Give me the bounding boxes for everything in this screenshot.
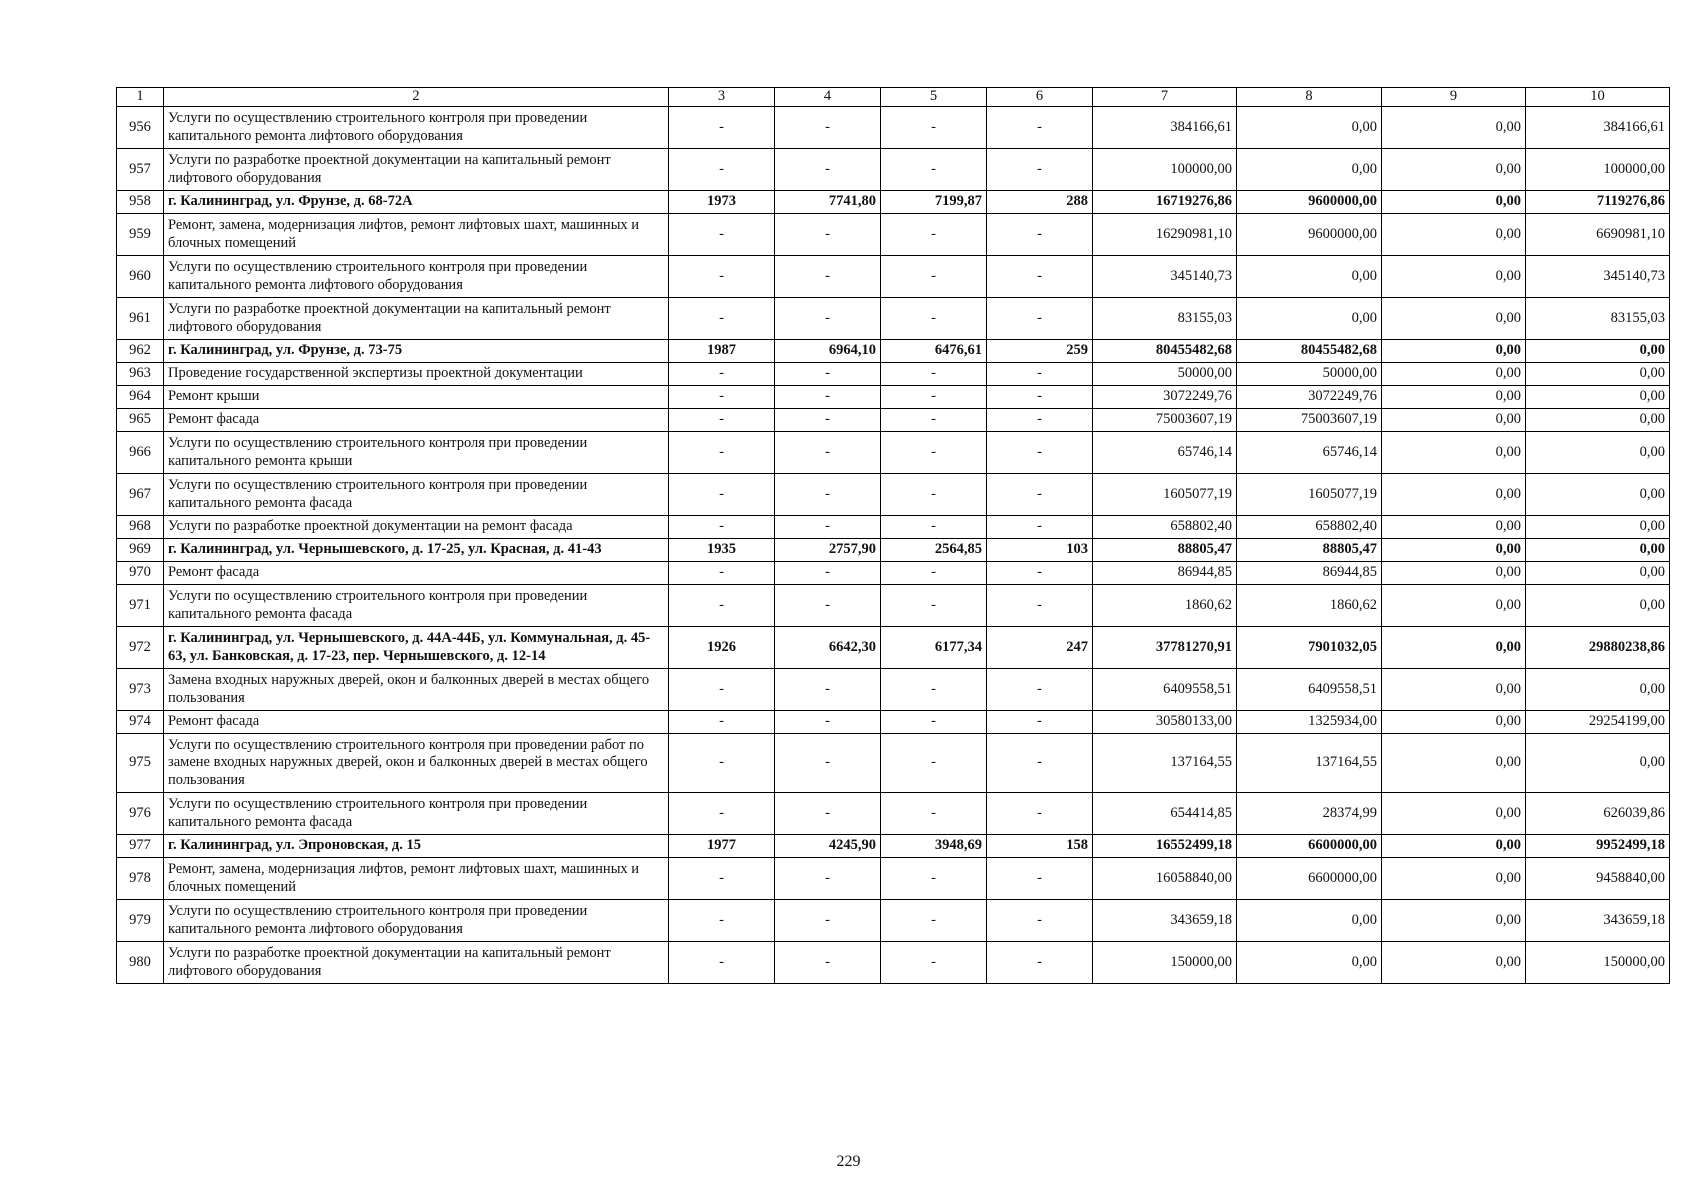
fund-cost: 137164,55 — [1237, 734, 1382, 793]
fund-cost: 0,00 — [1237, 942, 1382, 984]
total-area: - — [775, 734, 881, 793]
residents-count: 103 — [987, 539, 1093, 562]
residential-area: - — [881, 363, 987, 386]
year-built: 1935 — [669, 539, 775, 562]
column-header-1: 1 — [117, 88, 164, 107]
work-item-row — [117, 585, 1670, 627]
fund-cost: 1325934,00 — [1237, 711, 1382, 734]
row-number: 958 — [117, 191, 164, 214]
owner-cost: 0,00 — [1526, 363, 1670, 386]
year-built: - — [669, 214, 775, 256]
fund-cost: 28374,99 — [1237, 793, 1382, 835]
total-area: 4245,90 — [775, 835, 881, 858]
fund-cost: 6600000,00 — [1237, 835, 1382, 858]
row-number: 978 — [117, 858, 164, 900]
work-item-row — [117, 363, 1670, 386]
work-item-row — [117, 516, 1670, 539]
total-cost: 16719276,86 — [1093, 191, 1237, 214]
row-number: 970 — [117, 562, 164, 585]
total-cost: 16552499,18 — [1093, 835, 1237, 858]
owner-cost: 7119276,86 — [1526, 191, 1670, 214]
residential-area: - — [881, 669, 987, 711]
total-cost: 654414,85 — [1093, 793, 1237, 835]
total-cost: 100000,00 — [1093, 149, 1237, 191]
work-description: Услуги по разработке проектной документации на капитальный ремонт лифтового оборудования — [164, 942, 669, 984]
total-area: - — [775, 107, 881, 149]
building-row — [117, 340, 1670, 363]
year-built: - — [669, 734, 775, 793]
residential-area: - — [881, 900, 987, 942]
owner-cost: 0,00 — [1526, 386, 1670, 409]
total-area: - — [775, 214, 881, 256]
residents-count: - — [987, 363, 1093, 386]
other-cost: 0,00 — [1382, 858, 1526, 900]
column-header-10: 10 — [1526, 88, 1670, 107]
total-cost: 3072249,76 — [1093, 386, 1237, 409]
other-cost: 0,00 — [1382, 409, 1526, 432]
work-description: Услуги по разработке проектной документации на капитальный ремонт лифтового оборудования — [164, 298, 669, 340]
residential-area: - — [881, 562, 987, 585]
year-built: - — [669, 585, 775, 627]
capital-repair-table — [116, 87, 1670, 984]
fund-cost: 658802,40 — [1237, 516, 1382, 539]
row-number: 976 — [117, 793, 164, 835]
owner-cost: 29254199,00 — [1526, 711, 1670, 734]
residential-area: - — [881, 256, 987, 298]
residents-count: - — [987, 432, 1093, 474]
row-number: 974 — [117, 711, 164, 734]
total-cost: 86944,85 — [1093, 562, 1237, 585]
residential-area: - — [881, 474, 987, 516]
fund-cost: 6409558,51 — [1237, 669, 1382, 711]
owner-cost: 0,00 — [1526, 562, 1670, 585]
fund-cost: 75003607,19 — [1237, 409, 1382, 432]
row-number: 956 — [117, 107, 164, 149]
fund-cost: 6600000,00 — [1237, 858, 1382, 900]
work-description: Услуги по разработке проектной документации на ремонт фасада — [164, 516, 669, 539]
column-header-5: 5 — [881, 88, 987, 107]
year-built: - — [669, 386, 775, 409]
year-built: - — [669, 149, 775, 191]
total-cost: 384166,61 — [1093, 107, 1237, 149]
fund-cost: 0,00 — [1237, 256, 1382, 298]
other-cost: 0,00 — [1382, 793, 1526, 835]
work-description: Ремонт фасада — [164, 711, 669, 734]
row-number: 968 — [117, 516, 164, 539]
total-cost: 16290981,10 — [1093, 214, 1237, 256]
fund-cost: 0,00 — [1237, 298, 1382, 340]
owner-cost: 6690981,10 — [1526, 214, 1670, 256]
residential-area: - — [881, 858, 987, 900]
total-cost: 80455482,68 — [1093, 340, 1237, 363]
total-area: - — [775, 363, 881, 386]
year-built: - — [669, 107, 775, 149]
work-item-row — [117, 562, 1670, 585]
total-cost: 658802,40 — [1093, 516, 1237, 539]
residential-area: - — [881, 942, 987, 984]
total-cost: 83155,03 — [1093, 298, 1237, 340]
fund-cost: 0,00 — [1237, 900, 1382, 942]
residential-area: - — [881, 298, 987, 340]
other-cost: 0,00 — [1382, 340, 1526, 363]
total-cost: 65746,14 — [1093, 432, 1237, 474]
residents-count: - — [987, 734, 1093, 793]
work-description: Проведение государственной экспертизы проектной документации — [164, 363, 669, 386]
owner-cost: 345140,73 — [1526, 256, 1670, 298]
fund-cost: 3072249,76 — [1237, 386, 1382, 409]
total-area: - — [775, 386, 881, 409]
work-description: Ремонт фасада — [164, 562, 669, 585]
year-built: - — [669, 363, 775, 386]
total-cost: 137164,55 — [1093, 734, 1237, 793]
residents-count: - — [987, 214, 1093, 256]
work-description: г. Калининград, ул. Фрунзе, д. 73-75 — [164, 340, 669, 363]
column-header-3: 3 — [669, 88, 775, 107]
work-item-row — [117, 474, 1670, 516]
total-area: - — [775, 432, 881, 474]
work-item-row — [117, 669, 1670, 711]
total-area: - — [775, 149, 881, 191]
residential-area: 7199,87 — [881, 191, 987, 214]
year-built: 1973 — [669, 191, 775, 214]
total-cost: 345140,73 — [1093, 256, 1237, 298]
fund-cost: 1860,62 — [1237, 585, 1382, 627]
residents-count: - — [987, 149, 1093, 191]
owner-cost: 626039,86 — [1526, 793, 1670, 835]
work-description: Услуги по осуществлению строительного контроля при проведении капитального ремонта фасада — [164, 585, 669, 627]
total-area: - — [775, 942, 881, 984]
total-cost: 30580133,00 — [1093, 711, 1237, 734]
total-cost: 88805,47 — [1093, 539, 1237, 562]
other-cost: 0,00 — [1382, 711, 1526, 734]
total-area: - — [775, 256, 881, 298]
residential-area: - — [881, 214, 987, 256]
work-item-row — [117, 149, 1670, 191]
row-number: 965 — [117, 409, 164, 432]
total-area: - — [775, 585, 881, 627]
total-area: - — [775, 562, 881, 585]
year-built: - — [669, 562, 775, 585]
residential-area: - — [881, 734, 987, 793]
work-description: Услуги по осуществлению строительного контроля при проведении капитального ремонта лифтового оборудования — [164, 107, 669, 149]
total-area: - — [775, 669, 881, 711]
residents-count: - — [987, 585, 1093, 627]
residential-area: - — [881, 386, 987, 409]
other-cost: 0,00 — [1382, 562, 1526, 585]
total-cost: 6409558,51 — [1093, 669, 1237, 711]
work-description: Услуги по осуществлению строительного контроля при проведении работ по замене входных наружных дверей, окон и балконных дверей в местах общего пользования — [164, 734, 669, 793]
fund-cost: 65746,14 — [1237, 432, 1382, 474]
page-number: 229 — [836, 1153, 861, 1170]
fund-cost: 1605077,19 — [1237, 474, 1382, 516]
work-item-row — [117, 942, 1670, 984]
year-built: - — [669, 474, 775, 516]
owner-cost: 0,00 — [1526, 340, 1670, 363]
other-cost: 0,00 — [1382, 669, 1526, 711]
residents-count: - — [987, 516, 1093, 539]
year-built: 1977 — [669, 835, 775, 858]
row-number: 969 — [117, 539, 164, 562]
building-row — [117, 191, 1670, 214]
owner-cost: 0,00 — [1526, 409, 1670, 432]
total-cost: 150000,00 — [1093, 942, 1237, 984]
residents-count: 288 — [987, 191, 1093, 214]
other-cost: 0,00 — [1382, 363, 1526, 386]
work-description: г. Калининград, ул. Чернышевского, д. 44А-44Б, ул. Коммунальная, д. 45-63, ул. Банковская, д. 17-23, пер. Чернышевского, д. 12-14 — [164, 627, 669, 669]
residential-area: 3948,69 — [881, 835, 987, 858]
total-cost: 343659,18 — [1093, 900, 1237, 942]
work-description: Услуги по осуществлению строительного контроля при проведении капитального ремонта фасада — [164, 793, 669, 835]
other-cost: 0,00 — [1382, 107, 1526, 149]
residential-area: 2564,85 — [881, 539, 987, 562]
row-number: 962 — [117, 340, 164, 363]
building-row — [117, 627, 1670, 669]
row-number: 973 — [117, 669, 164, 711]
residential-area: - — [881, 432, 987, 474]
other-cost: 0,00 — [1382, 474, 1526, 516]
work-description: Ремонт, замена, модернизация лифтов, ремонт лифтовых шахт, машинных и блочных помещений — [164, 214, 669, 256]
owner-cost: 29880238,86 — [1526, 627, 1670, 669]
row-number: 975 — [117, 734, 164, 793]
column-number-header-row — [117, 88, 1670, 107]
total-cost: 50000,00 — [1093, 363, 1237, 386]
work-description: Услуги по осуществлению строительного контроля при проведении капитального ремонта фасада — [164, 474, 669, 516]
other-cost: 0,00 — [1382, 256, 1526, 298]
row-number: 972 — [117, 627, 164, 669]
year-built: - — [669, 793, 775, 835]
owner-cost: 384166,61 — [1526, 107, 1670, 149]
residents-count: - — [987, 298, 1093, 340]
other-cost: 0,00 — [1382, 539, 1526, 562]
owner-cost: 83155,03 — [1526, 298, 1670, 340]
year-built: - — [669, 432, 775, 474]
other-cost: 0,00 — [1382, 835, 1526, 858]
fund-cost: 0,00 — [1237, 107, 1382, 149]
owner-cost: 0,00 — [1526, 669, 1670, 711]
owner-cost: 0,00 — [1526, 516, 1670, 539]
residents-count: - — [987, 256, 1093, 298]
work-description: Услуги по разработке проектной документации на капитальный ремонт лифтового оборудования — [164, 149, 669, 191]
residents-count: - — [987, 669, 1093, 711]
row-number: 980 — [117, 942, 164, 984]
residential-area: 6177,34 — [881, 627, 987, 669]
work-item-row — [117, 386, 1670, 409]
other-cost: 0,00 — [1382, 516, 1526, 539]
owner-cost: 0,00 — [1526, 432, 1670, 474]
row-number: 967 — [117, 474, 164, 516]
column-header-8: 8 — [1237, 88, 1382, 107]
total-area: - — [775, 474, 881, 516]
row-number: 971 — [117, 585, 164, 627]
residents-count: - — [987, 107, 1093, 149]
work-item-row — [117, 711, 1670, 734]
year-built: - — [669, 669, 775, 711]
residents-count: - — [987, 858, 1093, 900]
document-sheet — [116, 87, 1665, 984]
owner-cost: 0,00 — [1526, 474, 1670, 516]
owner-cost: 343659,18 — [1526, 900, 1670, 942]
work-item-row — [117, 900, 1670, 942]
work-description: г. Калининград, ул. Чернышевского, д. 17-25, ул. Красная, д. 41-43 — [164, 539, 669, 562]
year-built: - — [669, 900, 775, 942]
owner-cost: 100000,00 — [1526, 149, 1670, 191]
year-built: - — [669, 942, 775, 984]
work-description: Замена входных наружных дверей, окон и балконных дверей в местах общего пользования — [164, 669, 669, 711]
work-description: Услуги по осуществлению строительного контроля при проведении капитального ремонта лифтового оборудования — [164, 900, 669, 942]
other-cost: 0,00 — [1382, 191, 1526, 214]
residents-count: - — [987, 409, 1093, 432]
work-description: Услуги по осуществлению строительного контроля при проведении капитального ремонта крыши — [164, 432, 669, 474]
other-cost: 0,00 — [1382, 627, 1526, 669]
table-body — [117, 88, 1670, 984]
total-area: - — [775, 793, 881, 835]
column-header-6: 6 — [987, 88, 1093, 107]
row-number: 959 — [117, 214, 164, 256]
total-area: 7741,80 — [775, 191, 881, 214]
residents-count: - — [987, 474, 1093, 516]
other-cost: 0,00 — [1382, 942, 1526, 984]
year-built: 1987 — [669, 340, 775, 363]
residential-area: - — [881, 516, 987, 539]
work-description: Ремонт, замена, модернизация лифтов, ремонт лифтовых шахт, машинных и блочных помещений — [164, 858, 669, 900]
work-item-row — [117, 432, 1670, 474]
other-cost: 0,00 — [1382, 432, 1526, 474]
row-number: 963 — [117, 363, 164, 386]
other-cost: 0,00 — [1382, 585, 1526, 627]
work-item-row — [117, 734, 1670, 793]
year-built: - — [669, 516, 775, 539]
residents-count: 158 — [987, 835, 1093, 858]
fund-cost: 80455482,68 — [1237, 340, 1382, 363]
work-item-row — [117, 793, 1670, 835]
building-row — [117, 539, 1670, 562]
other-cost: 0,00 — [1382, 734, 1526, 793]
column-header-9: 9 — [1382, 88, 1526, 107]
residents-count: - — [987, 900, 1093, 942]
column-header-7: 7 — [1093, 88, 1237, 107]
residential-area: - — [881, 711, 987, 734]
owner-cost: 0,00 — [1526, 585, 1670, 627]
residents-count: - — [987, 386, 1093, 409]
total-cost: 37781270,91 — [1093, 627, 1237, 669]
total-area: - — [775, 711, 881, 734]
row-number: 979 — [117, 900, 164, 942]
work-item-row — [117, 107, 1670, 149]
year-built: 1926 — [669, 627, 775, 669]
other-cost: 0,00 — [1382, 149, 1526, 191]
work-item-row — [117, 256, 1670, 298]
row-number: 957 — [117, 149, 164, 191]
owner-cost: 9458840,00 — [1526, 858, 1670, 900]
residential-area: 6476,61 — [881, 340, 987, 363]
total-area: - — [775, 900, 881, 942]
residential-area: - — [881, 149, 987, 191]
work-item-row — [117, 298, 1670, 340]
total-area: - — [775, 409, 881, 432]
total-cost: 75003607,19 — [1093, 409, 1237, 432]
owner-cost: 0,00 — [1526, 539, 1670, 562]
year-built: - — [669, 256, 775, 298]
row-number: 961 — [117, 298, 164, 340]
residential-area: - — [881, 107, 987, 149]
column-header-4: 4 — [775, 88, 881, 107]
fund-cost: 0,00 — [1237, 149, 1382, 191]
row-number: 966 — [117, 432, 164, 474]
year-built: - — [669, 711, 775, 734]
fund-cost: 50000,00 — [1237, 363, 1382, 386]
work-description: г. Калининград, ул. Эпроновская, д. 15 — [164, 835, 669, 858]
year-built: - — [669, 298, 775, 340]
row-number: 960 — [117, 256, 164, 298]
building-row — [117, 835, 1670, 858]
work-item-row — [117, 858, 1670, 900]
residential-area: - — [881, 585, 987, 627]
total-area: - — [775, 298, 881, 340]
total-area: 6642,30 — [775, 627, 881, 669]
work-description: Услуги по осуществлению строительного контроля при проведении капитального ремонта лифтового оборудования — [164, 256, 669, 298]
fund-cost: 9600000,00 — [1237, 191, 1382, 214]
fund-cost: 88805,47 — [1237, 539, 1382, 562]
residential-area: - — [881, 409, 987, 432]
work-item-row — [117, 409, 1670, 432]
year-built: - — [669, 409, 775, 432]
total-cost: 1605077,19 — [1093, 474, 1237, 516]
fund-cost: 86944,85 — [1237, 562, 1382, 585]
work-description: Ремонт фасада — [164, 409, 669, 432]
residents-count: 259 — [987, 340, 1093, 363]
row-number: 964 — [117, 386, 164, 409]
other-cost: 0,00 — [1382, 900, 1526, 942]
work-item-row — [117, 214, 1670, 256]
owner-cost: 150000,00 — [1526, 942, 1670, 984]
total-area: 6964,10 — [775, 340, 881, 363]
residents-count: - — [987, 942, 1093, 984]
total-area: - — [775, 858, 881, 900]
column-header-2: 2 — [164, 88, 669, 107]
residential-area: - — [881, 793, 987, 835]
other-cost: 0,00 — [1382, 214, 1526, 256]
work-description: Ремонт крыши — [164, 386, 669, 409]
total-cost: 1860,62 — [1093, 585, 1237, 627]
fund-cost: 7901032,05 — [1237, 627, 1382, 669]
year-built: - — [669, 858, 775, 900]
residents-count: - — [987, 793, 1093, 835]
work-description: г. Калининград, ул. Фрунзе, д. 68-72А — [164, 191, 669, 214]
residents-count: 247 — [987, 627, 1093, 669]
total-area: 2757,90 — [775, 539, 881, 562]
total-area: - — [775, 516, 881, 539]
other-cost: 0,00 — [1382, 386, 1526, 409]
residents-count: - — [987, 562, 1093, 585]
row-number: 977 — [117, 835, 164, 858]
fund-cost: 9600000,00 — [1237, 214, 1382, 256]
residents-count: - — [987, 711, 1093, 734]
other-cost: 0,00 — [1382, 298, 1526, 340]
owner-cost: 0,00 — [1526, 734, 1670, 793]
total-cost: 16058840,00 — [1093, 858, 1237, 900]
owner-cost: 9952499,18 — [1526, 835, 1670, 858]
